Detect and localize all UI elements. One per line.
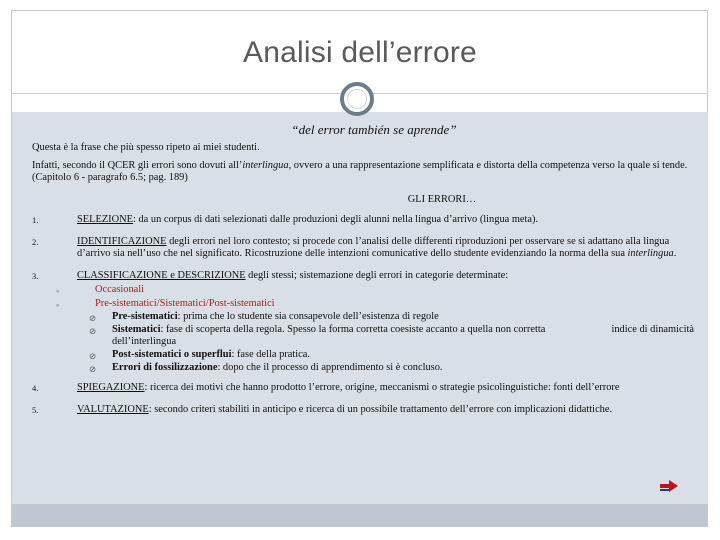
subsub-text: : fase di scoperta della regola. Spesso la forma corretta coesiste accanto a quella non corretta: [160, 324, 546, 335]
qcer-text-b: , ovvero a una rappresentazione semplificata e distorta della competenza verso la quale si tende. (Capitolo 6 - paragrafo 6.5; pag. 189): [32, 160, 688, 183]
circle-bullet-icon: ◦: [56, 300, 60, 310]
subsub-text: : prima che lo studente sia consapevole dell’esistenza di regole: [177, 311, 439, 322]
sub-item-occasionali: [56, 284, 692, 296]
subsub-continuation: dell’interlingua: [112, 336, 177, 347]
item-italic: interlingua: [627, 248, 674, 259]
item-number: 4.: [32, 383, 39, 393]
item-text: : da un corpus di dati selezionati dalle produzioni degli alunni nella lingua d’arrivo (lingua meta).: [132, 214, 539, 225]
slash-bullet-icon: ⊘: [89, 326, 97, 336]
ring-icon: [340, 82, 374, 116]
qcer-paragraph: [32, 160, 692, 184]
sub-item-label: Pre-sistematici/Sistematici/Post-sistematici: [95, 298, 275, 309]
subsub-term: Pre-sistematici: [112, 311, 178, 322]
subsub-term: Sistematici: [112, 324, 161, 335]
slash-bullet-icon: ⊘: [89, 364, 97, 374]
subsub-term: Post-sistematici o superflui: [112, 349, 232, 360]
item-number: 1.: [32, 215, 39, 225]
slide-content: [32, 124, 692, 426]
subsub-item-fossilizzazione: [77, 362, 692, 374]
circle-bullet-icon: ◦: [56, 286, 60, 296]
subsub-text: : dopo che il processo di apprendimento si è concluso.: [217, 362, 443, 373]
sub-item-label: Occasionali: [95, 284, 145, 295]
subsub-item-sistematici: [77, 324, 692, 348]
footer-bar: [12, 504, 708, 526]
item-tail: .: [673, 248, 677, 259]
item-number: 3.: [32, 271, 39, 281]
intro-text: Questa è la frase che più spesso ripeto ai miei studenti.: [32, 142, 260, 153]
subsub-text: : fase della pratica.: [231, 349, 310, 360]
subsub-note: indice di dinamicità: [611, 324, 694, 335]
item-number: 5.: [32, 405, 39, 415]
slash-bullet-icon: ⊘: [89, 313, 97, 323]
sub-item-categorie: [56, 298, 692, 310]
item-term: SELEZIONE: [77, 214, 133, 225]
list-item-spiegazione: [32, 382, 692, 394]
qcer-text-a: Infatti, secondo il QCER gli errori sono dovuti all’: [32, 160, 243, 171]
qcer-italic: interlingua: [242, 160, 289, 171]
item-term: VALUTAZIONE: [77, 404, 149, 415]
subsub-item-postsistematici: [77, 349, 692, 361]
slide-title: Analisi dell’errore: [243, 36, 477, 69]
item-number: 2.: [32, 237, 39, 247]
list-item-classificazione: [32, 270, 692, 374]
next-arrow-icon[interactable]: [660, 480, 678, 492]
slash-bullet-icon: ⊘: [89, 351, 97, 361]
item-text: : ricerca dei motivi che hanno prodotto l’errore, origine, meccanismi o strategie psicolinguistiche: fonti dell’errore: [144, 382, 620, 393]
subsub-term: Errori di fossilizzazione: [112, 362, 218, 373]
quote: “del error también se aprende”: [291, 122, 457, 137]
item-term: IDENTIFICAZIONE: [77, 236, 167, 247]
subsub-item-presistematici: [77, 311, 692, 323]
list-item-selezione: [32, 214, 692, 226]
item-text: : secondo criteri stabiliti in anticipo e ricerca di un possibile trattamento dell’errore con implicazioni didattiche.: [148, 404, 613, 415]
errors-heading: GLI ERRORI…: [407, 194, 477, 205]
item-term: SPIEGAZIONE: [77, 382, 145, 393]
item-term: CLASSIFICAZIONE e DESCRIZIONE: [77, 270, 246, 281]
item-text: degli errori nel loro contesto; si procede con l’analisi delle differenti riproduzioni per osservare se si adattano alla lingua d’arrivo sia nell’uso che nel significato. Ricostruzione delle intenzioni comunicative dello studente evidenziando la norma della sua: [77, 236, 670, 259]
list-item-identificazione: [32, 236, 692, 260]
list-item-valutazione: [32, 404, 692, 416]
item-text: degli stessi; sistemazione degli errori in categorie determinate:: [245, 270, 509, 281]
